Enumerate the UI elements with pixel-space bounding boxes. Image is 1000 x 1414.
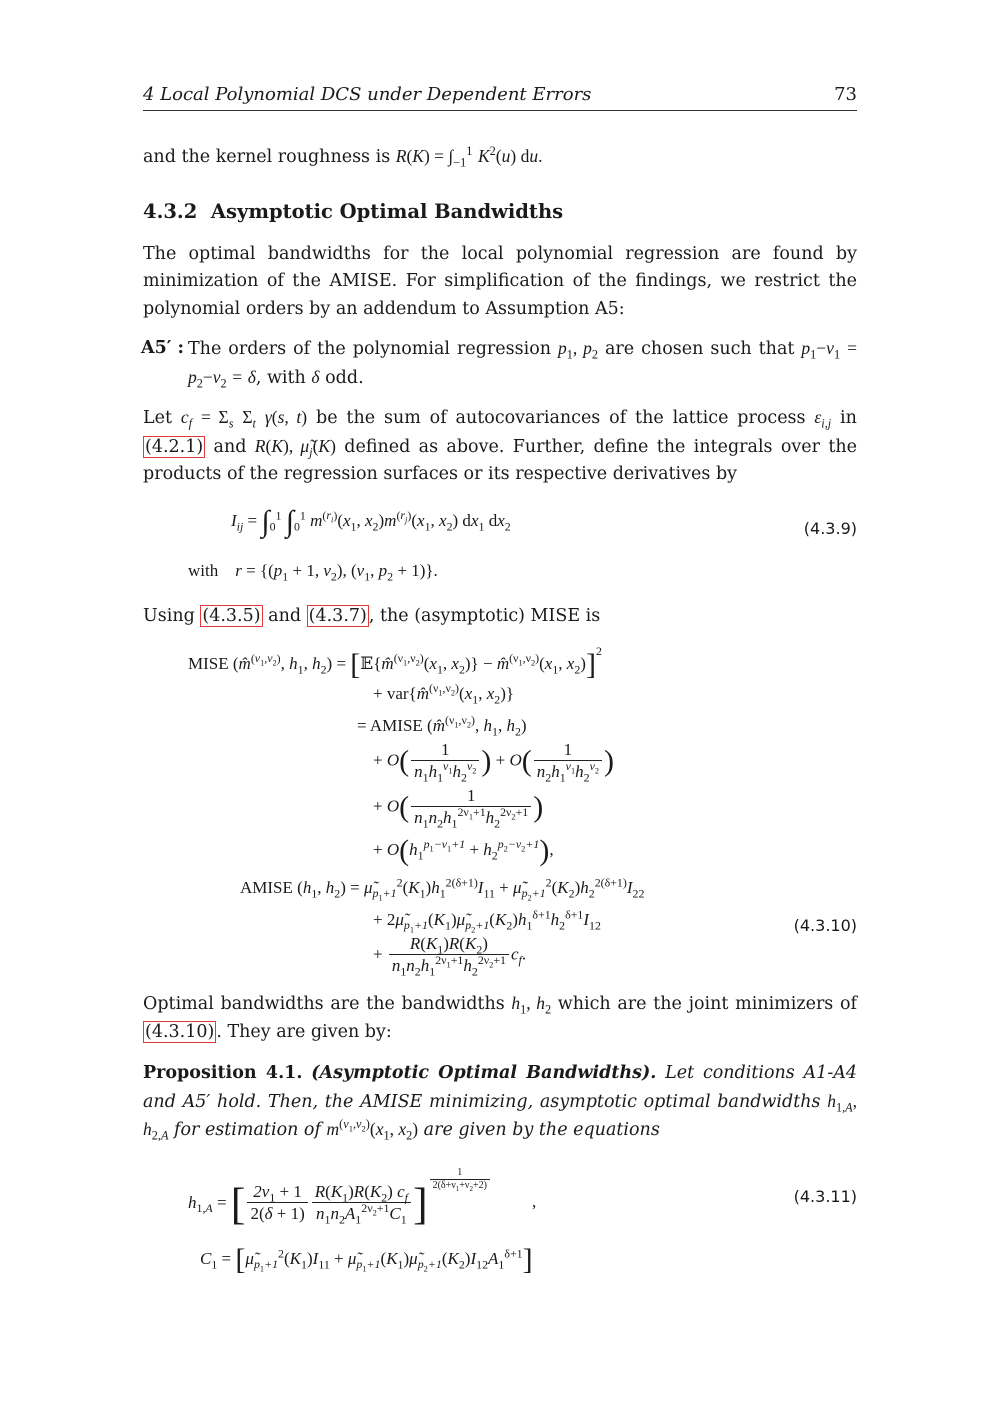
amise-line-1: AMISE ($h_1$, $h_2$) = $\mũ_{p_1+1}^2(K_1)h_1^{2(\delta+1)}I_{11}$ + $\mũ_{p_2+1}^2(K_2)h_2^{2(\delta+1)}I_{22}$ (240, 875, 645, 903)
chapter-title: 4 Local Polynomial DCS under Dependent Errors (143, 84, 592, 105)
proposition-text-b: for estimation of (174, 1120, 321, 1140)
h1a-formula: $h_{1,A}$ = [ $\frac{2\nu_1 + 1}{2(\delta + 1)}$ $\frac{R(K_1)R(K_2) c_f}{n_1n_2A_1^{2\nu_2+1}C_1}$ ] $^{\frac{1}{2(\delta+\nu_1+\nu_2+2)}}$ , (188, 1166, 537, 1228)
equation-4-3-10 (143, 638, 857, 988)
eq-label-4-3-9: (4.3.9) (803, 518, 857, 538)
para2-text-c: in (840, 408, 857, 428)
section-heading (143, 200, 857, 223)
with-word: with (188, 560, 219, 580)
para2-text-e: defined as above. Further, define the integrals over the products of the regression surfaces or its respective derivatives by (143, 436, 857, 484)
running-header (143, 80, 857, 111)
ref-4-3-5[interactable]: (4.3.5) (202, 605, 261, 626)
assumption-a5-prime: A5′ : The orders of the polynomial regression $p_1$, $p_2$ are chosen such that $p_1-\nu_1 = p_2-\nu_2 = \delta$, with δ odd. (143, 335, 857, 392)
mise-line-6: + $O(h_1^{p_1-\nu_1+1} + h_2^{p_2-\nu_2+1})$, (373, 834, 554, 867)
assumption-label: A5′ : (141, 338, 184, 358)
assumption-text-b: are chosen such that (604, 339, 795, 359)
para2-text-a: Let (143, 408, 173, 428)
assumption-text-d: odd. (325, 367, 364, 388)
proposition-4-1: Proposition 4.1. (Asymptotic Optimal Bandwidths). Let conditions A1-A4 and A5′ hold. Then, the AMISE minimizing, asymptotic optimal bandwidths $h_{1,A}$, $h_{2,A}$ for estimation of $m^{(\nu_1,\nu_2)}(x_1$, $x_2$) are given by the equations (143, 1063, 858, 1143)
section-number: 4.3.2 (143, 199, 198, 223)
mise-line-2: + $var\{m̂^{(\nu_1,\nu_2)}(x_1$, $x_2$)} (373, 681, 515, 707)
page-number: 73 (834, 84, 857, 105)
amise-line-3: + $\frac{R(K_1)R(K_2)}{n_1n_2h_1^{2\nu_1+1}h_2^{2\nu_2+1}}$ $c_f$. (373, 934, 527, 979)
proposition-title: (Asymptotic Optimal Bandwidths). (311, 1063, 657, 1083)
mise-line-4: + O( $\frac{1}{n_1h_1^{\nu_1}h_2^{\nu_2}}$ ) + O( $\frac{1}{n_2h_1^{\nu_1}h_2^{\nu_2}}$ ) (373, 740, 615, 785)
para4-text-c: . They are given by: (216, 1021, 392, 1042)
para3-text-a: Using (143, 605, 195, 626)
paragraph-2: Let $c_f = \Sigma_s$ $\Sigma_t$ γ(s, t) be the sum of autocovariances of the lattice process $\varepsilon_{i,j}$ in (4.2.1) and R(K), $\mũ_j(K)$ defined as above. Further, define the integrals over the products of the regression surfaces or its respective derivatives by (143, 407, 857, 484)
mise-line-5: + O( $\frac{1}{n_1n_2h_1^{2\nu_1+1}h_2^{2\nu_2+1}}$ ) (373, 786, 544, 831)
ref-4-3-10[interactable]: (4.3.10) (145, 1021, 215, 1042)
para2-text-b: be the sum of autocovariances of the lattice process (316, 408, 806, 428)
intro-text: and the kernel roughness is (143, 147, 391, 167)
paragraph-3 (143, 603, 857, 631)
c1-formula: $C_1$ = [$\mũ_{p_1+1}^2(K_1)I_{11}$ + $\mũ_{p_1+1}(K_1)\mũ_{p_2+1}(K_2)I_{12}A_1^{\delta+1}$] (200, 1242, 533, 1276)
mise-line-3: = AMISE (m̂$^{(\nu_1,\nu_2)}$, $h_1$, $h_2$) (357, 713, 527, 739)
para2-text-d: and (213, 436, 247, 457)
para4-text-a: Optimal bandwidths are the bandwidths (143, 994, 505, 1014)
proposition-text-c: are given by the equations (423, 1120, 660, 1140)
assumption-text-c: , with (255, 367, 306, 388)
section-title: Asymptotic Optimal Bandwidths (210, 199, 564, 223)
assumption-text-a: The orders of the polynomial regression (188, 339, 552, 359)
para4-text-b: which are the joint minimizers of (557, 994, 857, 1014)
amise-line-2: + $2\mũ_{p_1+1}(K_1)\mũ_{p_2+1}(K_2)h_1^{\delta+1}h_2^{\delta+1}I_{12}$ (373, 907, 601, 935)
mise-line-1: MISE (m̂$^{(\nu_1,\nu_2)}$, $h_1$, $h_2$) = [$𝔼\{m̂^{(\nu_1,\nu_2)}(x_1$, $x_2$)} − $m̂^{(\nu_1,\nu_2)}(x_1$, $x_2)]^2$ (188, 643, 602, 681)
ref-4-3-7[interactable]: (4.3.7) (308, 605, 367, 626)
integral-iij: $I_{ij} = \int_0^1$ $\int_0^1$ $m^{(r_i)}(x_1$, $x_2)m^{(r_j)}(x_1$, $x_2$) $dx_1$ $dx_2$ (231, 504, 511, 538)
eq-label-4-3-11: (4.3.11) (793, 1186, 857, 1206)
proposition-text-a: Let conditions A1-A4 and A5′ hold. Then, the AMISE minimizing, asymptotic optimal bandwidths (143, 1063, 858, 1112)
ref-4-2-1[interactable]: (4.2.1) (145, 436, 204, 457)
intro-line: and the kernel roughness is $R(K) = \int_{-1}^1$ $K^2(u)$ du. (143, 144, 543, 170)
eq-label-4-3-10: (4.3.10) (793, 916, 857, 935)
para3-text-c: , the (asymptotic) MISE is (368, 605, 601, 626)
paragraph-4: Optimal bandwidths are the bandwidths $h_1$, $h_2$ which are the joint minimizers of (4.3.10) . They are given by: (143, 993, 857, 1042)
paragraph-1: The optimal bandwidths for the local polynomial regression are found by minimization of the AMISE. For simplification of the findings, we restrict the polynomial orders by an addendum to Assumption A5: (143, 243, 857, 319)
equation-4-3-9 (143, 499, 857, 591)
r-definition: with $r = \{(p_1 + 1$, $\nu_2$), ($\nu_1$, $p_2 + 1$)}. (188, 560, 438, 583)
page (143, 80, 857, 1289)
equation-4-3-11 (143, 1159, 857, 1289)
proposition-label: Proposition 4.1. (143, 1063, 303, 1083)
kernel-roughness-formula: R (395, 146, 407, 166)
para3-text-b: and (268, 605, 302, 626)
